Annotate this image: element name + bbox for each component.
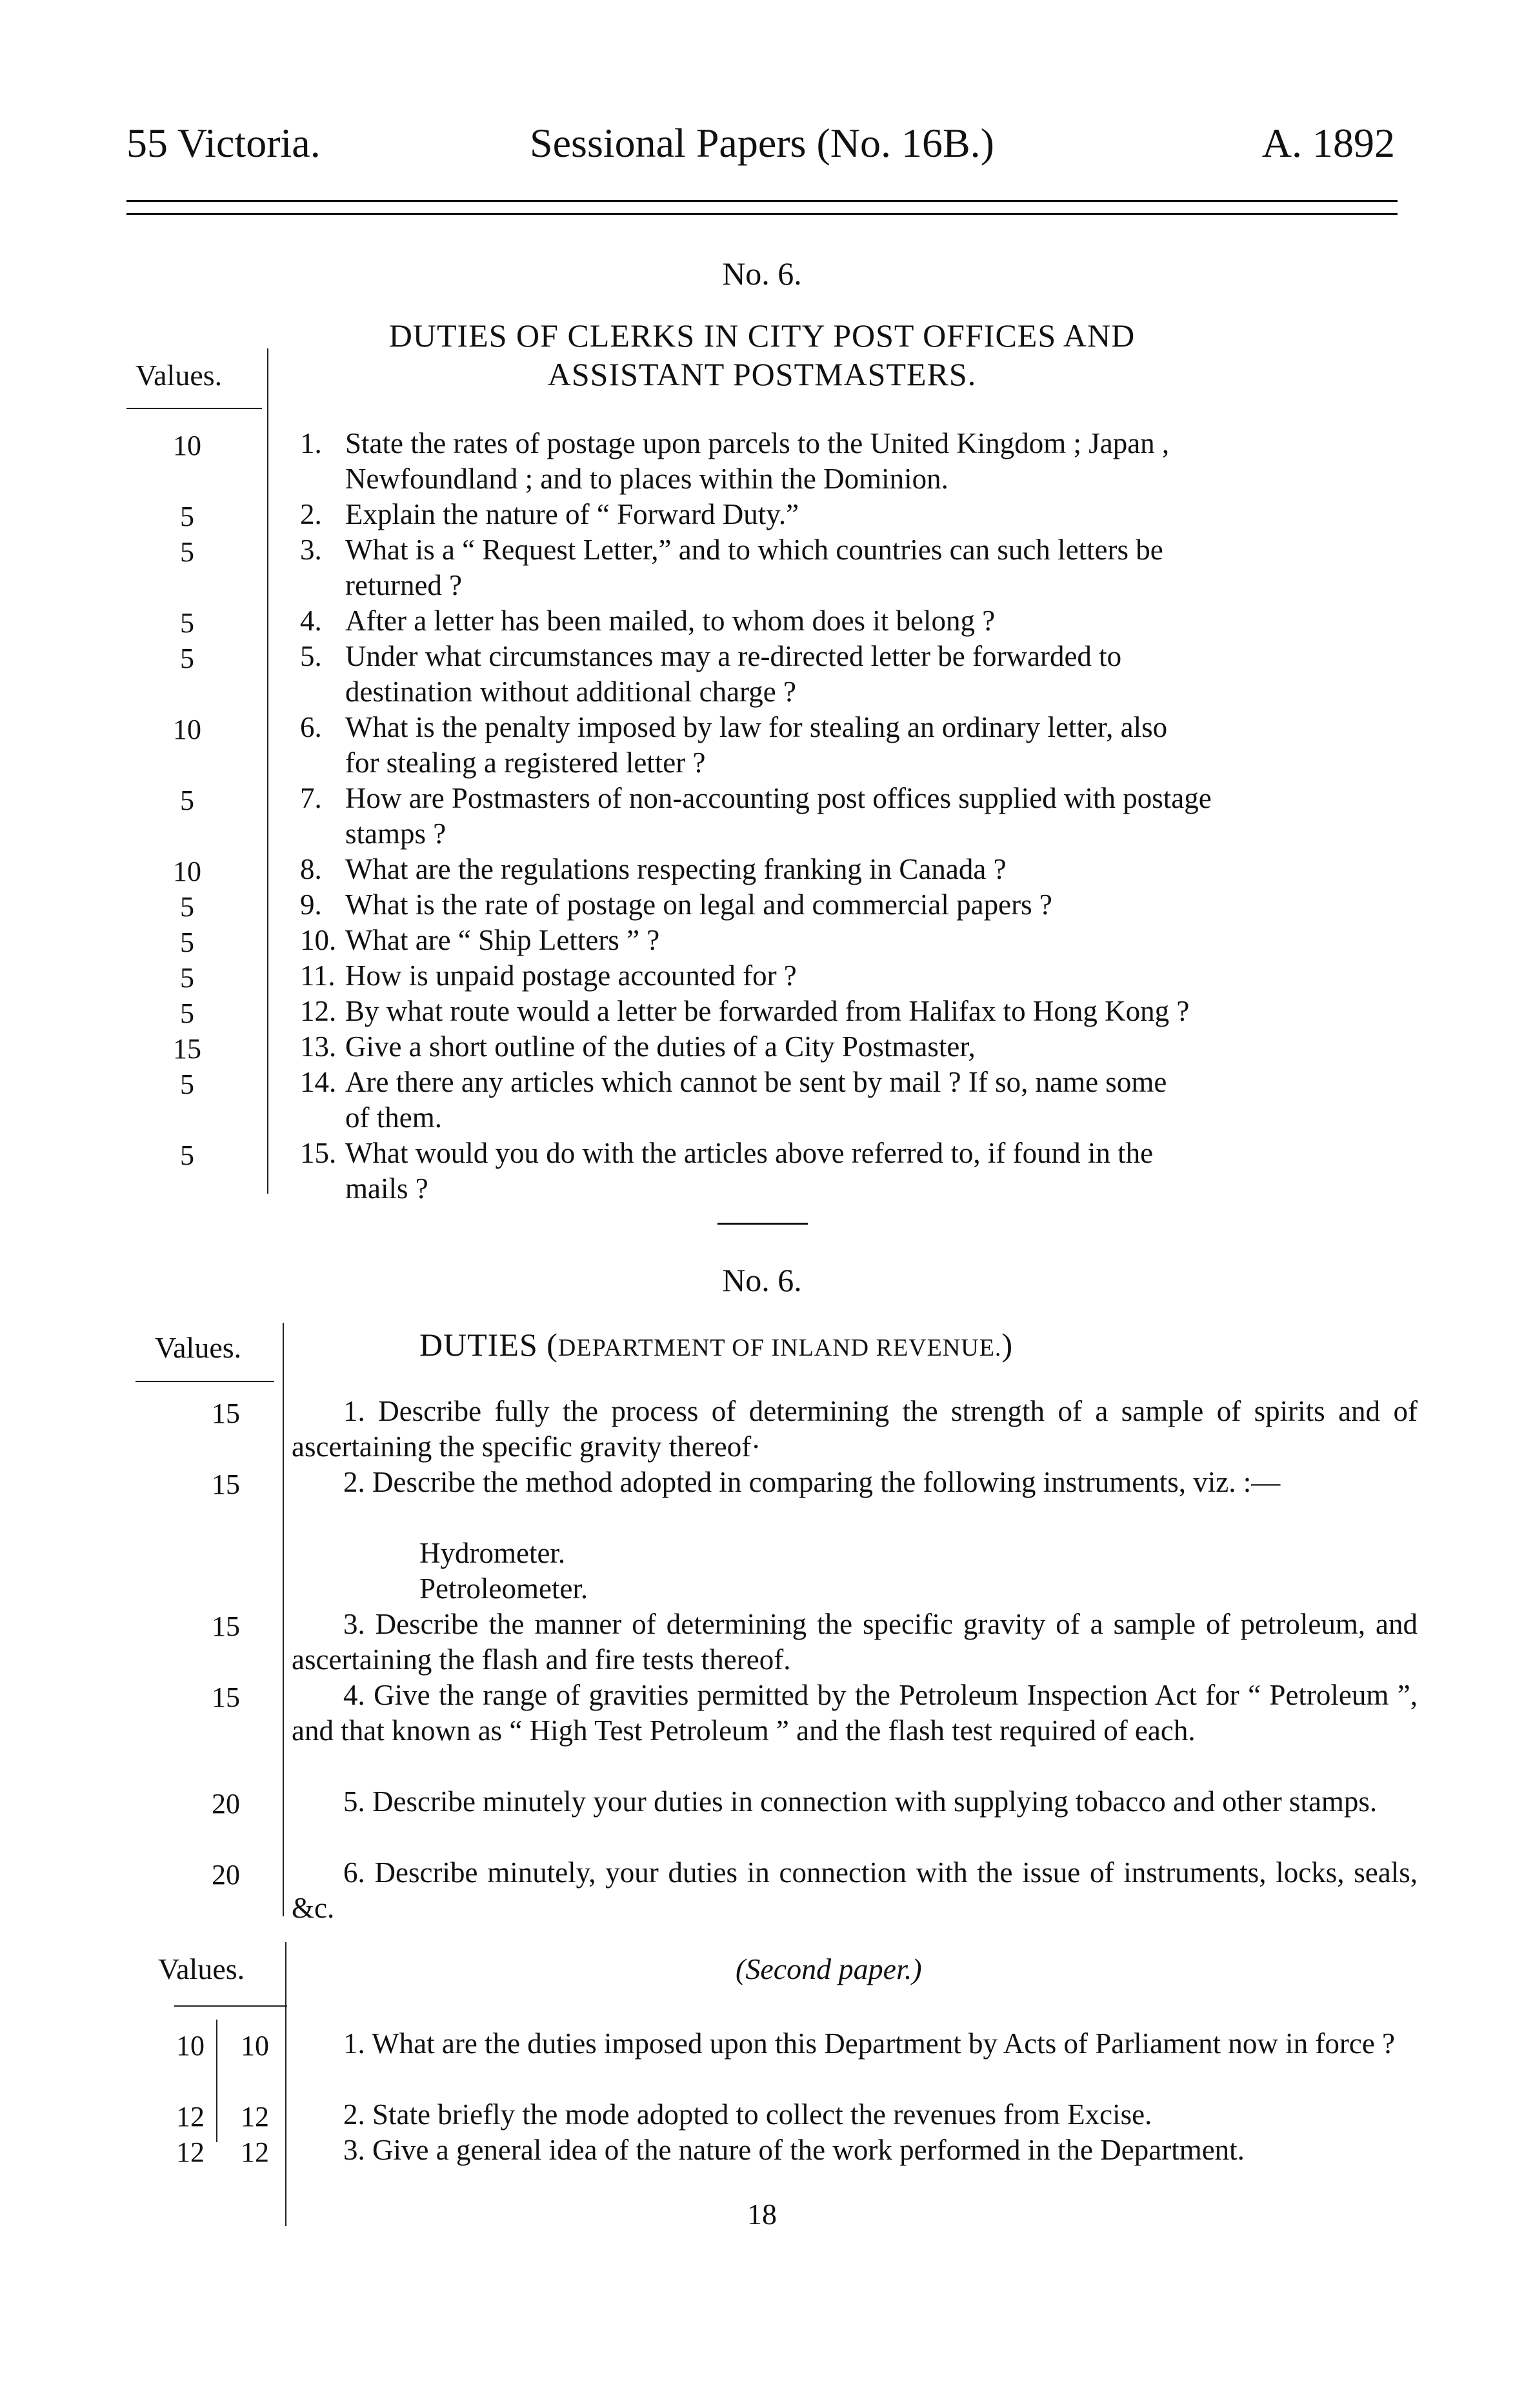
section1-value: 5 [180,536,194,568]
section1-question-3: 3. What is a “ Request Letter,” and to which countries can such letters be returned ? [300,534,1163,601]
instrument-petroleometer: Petroleometer. [419,1572,588,1605]
section3-question-2: 2. State briefly the mode adopted to collect the revenues from Excise. [343,2098,1152,2131]
section1-title-line2: ASSISTANT POSTMASTERS. [547,356,977,392]
running-head-right: A. 1892 [1261,120,1395,166]
section2-value: 20 [212,1788,240,1820]
section1-question-1: 1. State the rates of postage upon parcels to the United Kingdom ; Japan , Newfoundland ; and to places within the Dominion. [300,427,1170,495]
section1-question-11: 11. How is unpaid postage accounted for ? [300,959,797,992]
section2-value: 15 [212,1398,240,1429]
section2-question-1: 1. Describe fully the process of determining the strength of a sample of spirits and of ascertaining the specific gravity thereof· [292,1395,1418,1463]
section1-question-13: 13. Give a short outline of the duties of a City Postmaster, [300,1030,976,1063]
section-separator-rule [717,1223,808,1225]
section1-question-10: 10. What are “ Ship Letters ” ? [300,924,660,956]
running-head-center: Sessional Papers (No. 16B.) [530,120,994,166]
section2-value: 15 [212,1610,240,1642]
section3-values-rule [174,2005,287,2007]
section3-mid-divider [216,2020,217,2142]
section1-question-15: 15. What would you do with the articles above referred to, if found in the mails ? [300,1137,1154,1205]
page-number: 18 [747,2198,777,2231]
section1-question-7: 7. How are Postmasters of non-accounting post offices supplied with postage stamps ? [300,782,1212,850]
section3-value-b: 10 [241,2030,269,2062]
section2-values-label: Values. [155,1331,242,1364]
section1-value: 5 [180,607,194,639]
instrument-hydrometer: Hydrometer. [419,1537,566,1569]
section1-title-line1: DUTIES OF CLERKS IN CITY POST OFFICES AND [388,317,1136,354]
section1-question-8: 8. What are the regulations respecting franking in Canada ? [300,853,1007,885]
section1-values-label: Values. [135,359,223,392]
section1-value: 5 [180,1069,194,1100]
section2-question-3: 3. Describe the manner of determining the specific gravity of a sample of petroleum, and ascertaining the flash and fire tests thereof. [292,1608,1418,1676]
section1-value: 10 [173,856,201,887]
header-rule-bottom [126,213,1398,215]
section1-column-divider [267,348,268,1194]
section1-value: 15 [173,1033,201,1065]
section2-question-4: 4. Give the range of gravities permitted by the Petroleum Inspection Act for “ Petroleum ”, and that known as “ High Test Petroleum ” and the flash test required of each. [292,1679,1418,1747]
section1-question-6: 6. What is the penalty imposed by law for stealing an ordinary letter, also for stealing a registered letter ? [300,711,1168,779]
section2-question-6: 6. Describe minutely, your duties in connection with the issue of instruments, locks, seals, &c. [292,1856,1418,1924]
section3-value-a: 10 [176,2030,205,2062]
section3-value-b: 12 [241,2136,269,2168]
section2-column-divider [283,1323,284,1916]
section3-values-label: Values. [158,1952,245,1985]
section2-value: 15 [212,1681,240,1713]
section2-title-department: DEPARTMENT OF INLAND REVENUE. [557,1334,1002,1361]
section1-value: 5 [180,927,194,958]
section2-value: 20 [212,1859,240,1891]
section1-values-rule [126,408,262,409]
section1-value: 5 [180,643,194,674]
section1-number: No. 6. [722,256,802,292]
section1-value: 5 [180,785,194,816]
section3-question-3: 3. Give a general idea of the nature of the work performed in the Department. [343,2134,1245,2166]
section1-question-9: 9. What is the rate of postage on legal and commercial papers ? [300,888,1052,921]
section2-question-5: 5. Describe minutely your duties in connection with supplying tobacco and other stamps. [343,1785,1378,1818]
section1-value: 5 [180,501,194,532]
section1-question-14: 14. Are there any articles which cannot be sent by mail ? If so, name some of them. [300,1066,1167,1134]
section3-value-a: 12 [176,2101,205,2132]
section2-question-2: 2. Describe the method adopted in comparing the following instruments, viz. :— [343,1466,1281,1498]
running-head-left: 55 Victoria. [126,120,321,166]
section2-title: DUTIES (DEPARTMENT OF INLAND REVENUE.) [419,1327,1014,1363]
section1-value: 5 [180,891,194,923]
section1-value: 5 [180,962,194,994]
section3-value-b: 12 [241,2101,269,2132]
section2-value: 15 [212,1469,240,1500]
section1-value: 5 [180,998,194,1029]
section1-question-12: 12. By what route would a letter be forwarded from Halifax to Hong Kong ? [300,995,1190,1027]
section3-subtitle: (Second paper.) [736,1952,922,1985]
section3-column-divider [285,1942,286,2226]
section2-values-rule [135,1381,274,1382]
section1-value: 10 [173,430,201,461]
section1-question-4: 4. After a letter has been mailed, to whom does it belong ? [300,605,996,637]
section2-number: No. 6. [722,1262,802,1298]
section1-value: 10 [173,714,201,745]
section3-question-1: 1. What are the duties imposed upon this Department by Acts of Parliament now in force ? [343,2027,1396,2060]
section1-question-5: 5. Under what circumstances may a re-directed letter be forwarded to destination without additional charge ? [300,640,1122,708]
section3-value-a: 12 [176,2136,205,2168]
section1-question-2: 2. Explain the nature of “ Forward Duty.” [300,498,799,530]
section1-value: 5 [180,1139,194,1171]
header-rule-top [126,200,1398,202]
